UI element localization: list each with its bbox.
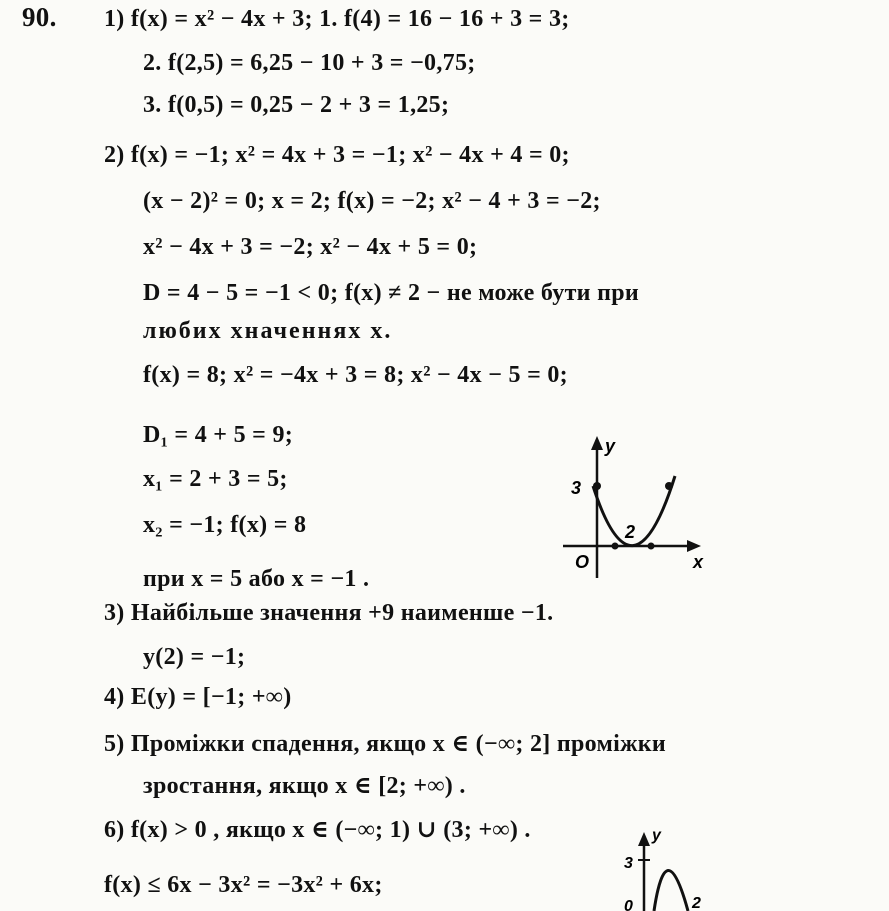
line-18: зростання, якщо x ∈ [2; +∞) .	[143, 773, 466, 799]
line-12: x₂ = −1; f(x) = 8	[143, 512, 307, 538]
graph2-y-arrow	[638, 832, 650, 846]
line-4: 2) f(x) = −1; x² = 4x + 3 = −1; x² − 4x + 4 = 0;	[104, 142, 570, 168]
line-15: y(2) = −1;	[143, 644, 246, 670]
line-2: 2. f(2,5) = 6,25 − 10 + 3 = −0,75;	[143, 50, 476, 76]
graph-label-3: 3	[571, 478, 582, 498]
line-11: x₁ = 2 + 3 = 5;	[143, 466, 288, 492]
line-16: 4) E(y) = [−1; +∞)	[104, 684, 292, 710]
graph2-label-3: 3	[624, 855, 633, 872]
problem-number: 90.	[22, 2, 57, 32]
second-parabola-graph	[610, 820, 720, 911]
line-17: 5) Проміжки спадення, якщо x ∈ (−∞; 2] проміжки	[104, 731, 667, 757]
graph2-curve	[654, 871, 688, 911]
point-4-3	[665, 482, 673, 490]
graph2-label-2: 2	[692, 895, 701, 911]
line-9: f(x) = 8; x² = −4x + 3 = 8; x² − 4x − 5 = 0;	[143, 362, 568, 388]
line-1: 1) f(x) = x² − 4x + 3; 1. f(4) = 16 − 16 + 3 = 3;	[104, 6, 570, 32]
graph-label-x: x	[693, 552, 704, 572]
line-10: D₁ = 4 + 5 = 9;	[143, 422, 294, 448]
graph-label-2: 2	[625, 522, 636, 542]
point-3-0	[648, 543, 655, 550]
line-14: 3) Найбільше значення +9 наименше −1.	[104, 600, 554, 626]
line-5: (x − 2)² = 0; x = 2; f(x) = −2; x² − 4 + 3 = −2;	[143, 188, 601, 214]
line-7: D = 4 − 5 = −1 < 0; f(x) ≠ 2 − не може бути при	[143, 280, 639, 306]
graph-label-y: y	[605, 436, 616, 456]
graph2-label-y: y	[652, 827, 661, 844]
point-0-3	[593, 482, 601, 490]
line-13: при x = 5 або x = −1 .	[143, 566, 370, 592]
point-1-0	[612, 543, 619, 550]
graph-x-arrow	[687, 540, 701, 552]
line-19: 6) f(x) > 0 , якщо x ∈ (−∞; 1) ∪ (3; +∞) .	[104, 817, 531, 843]
line-3: 3. f(0,5) = 0,25 − 2 + 3 = 1,25;	[143, 92, 450, 118]
graph-y-arrow	[591, 436, 603, 450]
line-20: f(x) ≤ 6x − 3x² = −3x² + 6x;	[104, 872, 383, 898]
graph2-label-0: 0	[624, 898, 633, 911]
graph-label-origin: O	[575, 552, 590, 572]
line-6: x² − 4x + 3 = −2; x² − 4x + 5 = 0;	[143, 234, 478, 260]
line-8: любих хначеннях x.	[143, 318, 393, 344]
parabola-graph	[555, 428, 715, 578]
